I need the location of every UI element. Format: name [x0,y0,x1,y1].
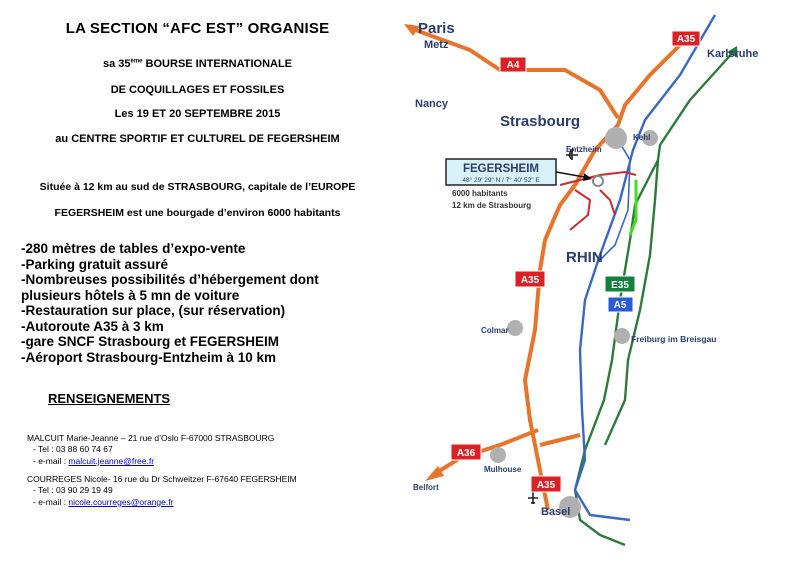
fegersheim-distance: 12 km de Strasbourg [452,201,532,210]
feature-item: -Aéroport Strasbourg-Entzheim à 10 km [21,349,277,365]
a36-east [540,435,580,445]
feature-item: -Nombreuses possibilités d’hébergement dont [21,272,319,287]
colmar-label: Colmar [481,326,509,335]
feature-item: -Parking gratuit assuré [21,256,169,272]
strasbourg-dot [605,127,627,149]
event-subject: DE COQUILLAGES ET FOSSILES [110,84,285,96]
a35-sign-top [672,31,700,46]
contact-phone: - Tel : 03 88 60 74 67 [33,444,113,455]
kehl-label: Kehl [633,133,651,142]
edition-ordinal: ème [130,58,143,65]
contact-name: MALCUIT Marie-Jeanne – 21 rue d’Oslo F-67000 STRASBOURG [27,433,275,443]
contact-name: COURREGES Nicole- 16 rue du Dr Schweitzer F-67640 FEGERSHEIM [27,474,297,484]
svg-text:A35: A35 [520,275,540,286]
edition-rest: BOURSE INTERNATIONALE [142,58,293,70]
rhin-label: RHIN [566,249,603,266]
freiburg-label: Freiburg im Breisgau [631,334,717,344]
fegersheim-inhabitants: 6000 habitants [452,189,508,198]
fegersheim-name: FEGERSHEIM [462,163,540,175]
strasbourg-label: Strasbourg [500,113,581,130]
svg-text:A4: A4 [506,60,520,71]
flyer-text-panel [0,0,395,565]
edition-line [0,58,395,70]
contact-block-malcuit [27,433,274,467]
nancy-label: Nancy [415,98,449,110]
email-link[interactable]: malcuit.jeanne@free.fr [68,455,155,466]
airplane-icon [528,492,538,504]
flyer-title: LA SECTION “AFC EST” ORGANISE [65,20,330,37]
svg-text:A5: A5 [613,300,627,311]
feature-item: -gare SNCF Strasbourg et FEGERSHEIM [21,334,280,349]
a36-sign [451,444,481,460]
a5-motorway [575,15,715,520]
access-map [400,0,799,565]
fegersheim-coords: 48° 29' 29" N / 7° 40' 52" E [462,177,540,184]
mulhouse-dot [490,447,506,463]
event-dates: Les 19 ET 20 SEPTEMBRE 2015 [114,108,281,120]
event-venue: au CENTRE SPORTIF ET CULTUREL DE FEGERSHEIM [55,133,340,145]
features-list [21,241,319,365]
feature-item: -Autoroute A35 à 3 km [21,318,164,334]
freiburg-dot [614,328,630,344]
metz-label: Metz [424,39,449,51]
fegersheim-callout [446,159,592,185]
local-road [570,190,590,230]
entzheim-label: Entzheim [566,145,602,154]
contact-phone: - Tel : 03 90 29 19 49 [33,485,113,496]
rhine-river [575,160,658,545]
svg-text:A35: A35 [536,480,556,491]
a4-sign [500,57,526,72]
renseignements-heading: RENSEIGNEMENTS [48,391,171,406]
svg-text:A36: A36 [456,448,476,459]
feature-item: -280 mètres de tables d’expo-vente [21,241,246,256]
email-link[interactable]: nicole.courreges@orange.fr [68,496,174,507]
svg-text:A35: A35 [676,34,696,45]
contact-block-courreges [27,474,297,508]
contact-email-line [27,456,274,467]
fegersheim-marker [593,176,603,186]
a5-sign [608,297,633,312]
feature-item: -Restauration sur place, (sur réservation) [21,303,286,318]
belfort-label: Belfort [413,483,439,492]
mulhouse-label: Mulhouse [484,465,522,474]
contact-email-line [27,497,297,508]
local-road [600,190,615,215]
email-label: - e-mail : [33,455,69,466]
basel-label: Basel [541,506,571,518]
e35-sign [605,276,635,292]
email-label: - e-mail : [33,496,69,507]
a35-sign-bottom [531,476,561,492]
location-line: Située à 12 km au sud de STRASBOURG, capitale de l’EUROPE [39,181,356,193]
karlsruhe-label: Karlsruhe [707,48,759,60]
town-description: FEGERSHEIM est une bourgade d’environ 6000 habitants [54,207,341,219]
feature-item: plusieurs hôtels à 5 mn de voiture [21,287,240,303]
paris-label: Paris [418,20,455,37]
a35-sign-middle [515,271,545,287]
colmar-dot [507,320,523,336]
svg-text:E35: E35 [611,280,629,291]
edition-prefix: sa 35 [102,58,131,70]
